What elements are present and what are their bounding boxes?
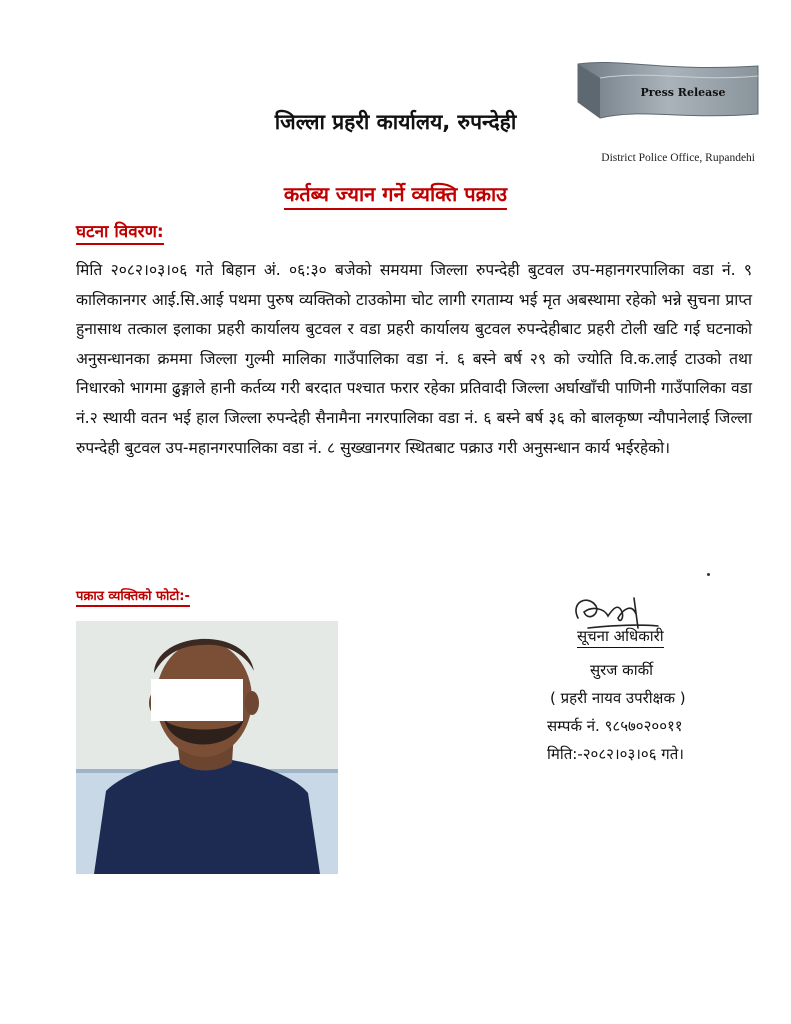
officer-name: सुरज कार्की: [590, 661, 653, 679]
headline: [0, 180, 791, 207]
headline-text: कर्तब्य ज्यान गर्ने व्यक्ति पक्राउ: [284, 182, 507, 210]
arrested-person-photo: [76, 621, 338, 874]
officer-contact: सम्पर्क नं. ९८५७०२००११: [547, 717, 683, 735]
person-photo-illustration: [76, 621, 338, 874]
face-censor-box: [151, 679, 243, 721]
incident-body: मिति २०८२।०३।०६ गते बिहान अं. ०६:३० बजेको समयमा जिल्ला रुपन्देही बुटवल उप-महानगरपालिका वडा नं. ९ कालिकानगर आई.सि.आई पथमा पुरुष व्यक्तिको टाउकोमा चोट लागी रगताम्य भई मृत अबस्थामा रहेको भन्ने सुचना प्राप्त हुनासाथ तत्काल इलाका प्रहरी कार्यालय बुटवल र वडा प्रहरी कार्यालय बुटवल रुपन्देहीबाट प्रहरी टोली खटि गई घटनाको अनुसन्धानका क्रममा जिल्ला गुल्मी मालिका गाउँपालिका वडा नं. ६ बस्ने बर्ष २९ को ज्योति वि.क.लाई टाउको तथा निधारको भागमा ढुङ्गाले हानी कर्तव्य गरी बरदात पश्चात फरार रहेका प्रतिवादी जिल्ला अर्घाखाँची पाणिनी गाउँपालिका वडा नं.२ स्थायी वतन भई हाल जिल्ला रुपन्देही सैनामैना नगरपालिका वडा नं. ६ बस्ने बर्ष ३६ को बालकृष्ण न्यौपानेलाई जिल्ला रुपन्देही बुटवल उप-महानगरपालिका वडा नं. ८ सुख्खानगर स्थितबाट पक्राउ गरी अनुसन्धान कार्य भईरहेको।: [76, 261, 752, 457]
office-title-english: District Police Office, Rupandehi: [601, 152, 755, 164]
office-title-nepali: जिल्ला प्रहरी कार्यालय, रुपन्देही: [274, 110, 517, 134]
incident-heading: घटना विवरण:: [76, 219, 164, 245]
press-release-label: Press Release: [640, 86, 726, 99]
officer-rank: ( प्रहरी नायव उपरीक्षक ): [550, 689, 686, 707]
officer-title: सूचना अधिकारी: [577, 626, 664, 648]
stray-mark: [707, 573, 710, 576]
photo-label: पक्राउ व्यक्तिको फोटो:-: [76, 586, 190, 607]
officer-date: मिति:-२०८२।०३।०६ गते।: [547, 745, 684, 763]
